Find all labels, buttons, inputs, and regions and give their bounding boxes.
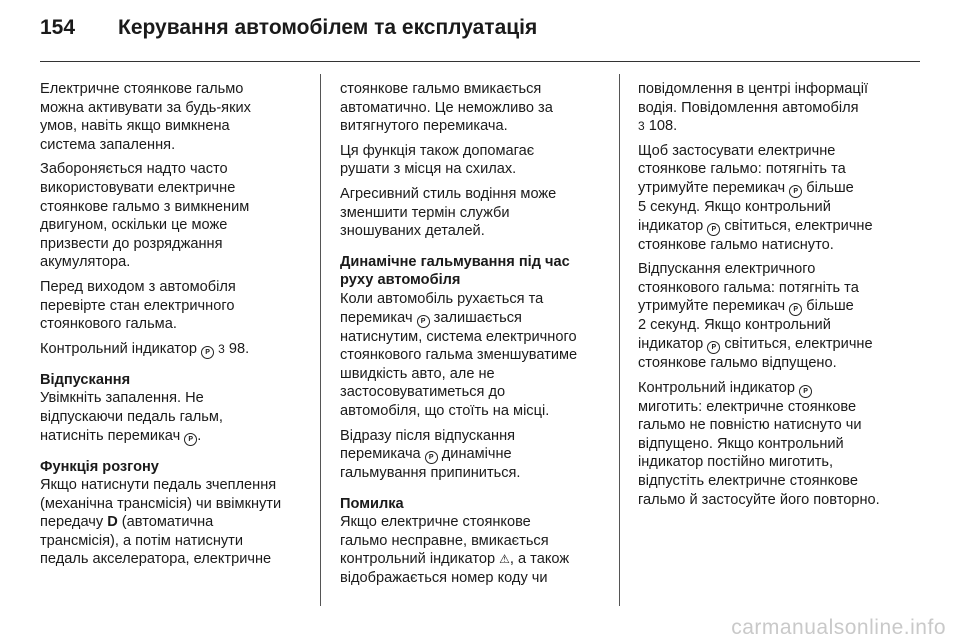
paragraph: Агресивний стиль водіння може зменшити термін служби зношуваних деталей.: [340, 185, 557, 240]
paragraph: Ця функція також допомагає рушати з місця на схилах.: [340, 142, 535, 178]
paragraph: Електричне стоянкове гальмо можна активувати за будь-яких умов, навіть якщо вимкнена система запалення.: [40, 81, 251, 153]
header-rule: [40, 61, 920, 62]
paragraph: повідомлення в центрі інформації водія. Повідомлення автомобіля 3 108.: [638, 81, 869, 135]
column-3: [638, 80, 904, 515]
paragraph: Увімкніть запалення. Не відпускаючи педаль гальм, натисніть перемикач P .: [40, 390, 223, 444]
paragraph: Якщо натиснути педаль зчеплення (механічна трансмісія) чи ввімкнути передачу D (автоматична трансмісія), а потім натиснути педаль акселератора, електричне: [40, 477, 282, 568]
paragraph: Контрольний індикатор P 3 98.: [40, 340, 250, 357]
page-reference[interactable]: 98.: [228, 340, 250, 357]
paragraph: Якщо електричне стоянкове гальмо несправне, вмикається контрольний індикатор ⚠, а також відображається номер коду чи: [340, 514, 570, 587]
paragraph: Щоб застосувати електричне стоянкове гальмо: потягніть та утримуйте перемикач P більше 5 секунд. Якщо контрольний індикатор P світиться, електричне стоянкове гальмо натиснуто.: [638, 142, 873, 253]
parking-brake-icon: P: [789, 303, 802, 316]
reference-arrow-icon: 3: [638, 119, 645, 134]
paragraph: Перед виходом з автомобіля перевірте стан електричного стоянкового гальма.: [40, 278, 236, 333]
parking-brake-icon: P: [799, 385, 812, 398]
section-heading: Функція розгону: [40, 458, 159, 475]
page-reference[interactable]: 108.: [648, 118, 678, 135]
parking-brake-icon: P: [201, 346, 214, 359]
parking-brake-icon: P: [184, 433, 197, 446]
parking-brake-icon: P: [417, 315, 430, 328]
parking-brake-icon: P: [789, 185, 802, 198]
page-header: [40, 16, 920, 56]
watermark: carmanualsonline.info: [731, 616, 946, 639]
paragraph: Відпускання електричного стоянкового гальма: потягніть та утримуйте перемикач P більше 2 секунд. Якщо контрольний індикатор P світиться, електричне стоянкове гальмо відпущено.: [638, 261, 873, 371]
parking-brake-icon: P: [707, 223, 720, 236]
reference-arrow-icon: 3: [218, 341, 225, 356]
section-heading: Відпускання: [40, 371, 131, 388]
column-2: [340, 80, 606, 594]
page-number: 154: [40, 16, 76, 39]
section-heading: Помилка: [340, 495, 404, 512]
column-divider: [320, 74, 321, 606]
paragraph: Відразу після відпускання перемикача P динамічне гальмування припиниться.: [340, 427, 521, 482]
column-1: [40, 80, 306, 575]
parking-brake-icon: P: [425, 451, 438, 464]
section-heading: Динамічне гальмування під час руху автомобіля: [340, 253, 570, 289]
warning-icon: ⚠: [499, 552, 510, 567]
paragraph: Забороняється надто часто використовувати електричне стоянкове гальмо з вимкненим двигуном, оскільки це може призвести до розряджання акумулятора.: [40, 161, 250, 271]
parking-brake-icon: P: [707, 341, 720, 354]
paragraph: стоянкове гальмо вмикається автоматично. Це неможливо за витягнутого перемикача.: [340, 81, 553, 135]
paragraph: Коли автомобіль рухається та перемикач P залишається натиснутим, система електричного стоянкового гальма зменшуватиме швидкість авто, але не застосовуватиметься до автомобіля, що стоїть на місці.: [340, 290, 578, 419]
column-divider: [619, 74, 620, 606]
page-title: Керування автомобілем та експлуатація: [118, 16, 538, 39]
paragraph: Контрольний індикатор P миготить: електричне стоянкове гальмо не повністю натиснуто чи відпущено. Якщо контрольний індикатор постійно миготить, відпустіть електричне стоянкове гальмо й застосуйте його повторно.: [638, 379, 880, 508]
